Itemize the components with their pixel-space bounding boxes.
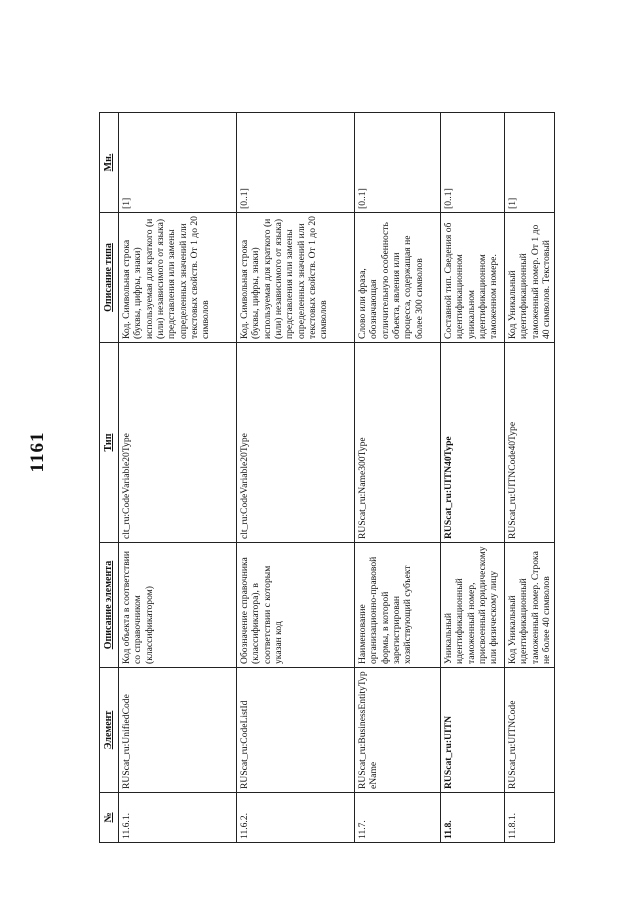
table-row: [119, 113, 237, 843]
cell-num: 11.7.: [355, 793, 441, 843]
cell-element: RUScat_ru:UITNCode: [505, 668, 555, 793]
table-row: [237, 113, 355, 843]
cell-multiplicity: [0..1]: [237, 113, 355, 213]
cell-element: RUScat_ru:UITN: [441, 668, 505, 793]
cell-element: RUScat_ru:UnifiedCode: [119, 668, 237, 793]
page-number: 1161: [27, 431, 48, 473]
cell-type-description: Код. Символьная строка (буквы, цифры, знаки) используемая для краткого (и (или) независимого от языка) представления или замены определенных значений или текстовых свойств. От 1 до 20 символов: [237, 213, 355, 343]
header-type: Тип: [100, 343, 119, 543]
cell-multiplicity: [0..1]: [355, 113, 441, 213]
cell-type: clt_ru:CodeVariable20Type: [119, 343, 237, 543]
cell-num: 11.6.2.: [237, 793, 355, 843]
table-row: [355, 113, 441, 843]
specification-table: [99, 112, 555, 843]
header-multiplicity: Мн.: [100, 113, 119, 213]
cell-type-description: Код Уникальный идентификационный таможенный номер. От 1 до 40 символов. Текстовый: [505, 213, 555, 343]
cell-multiplicity: [1]: [119, 113, 237, 213]
cell-type: RUScat_ru:Name300Type: [355, 343, 441, 543]
cell-type: clt_ru:CodeVariable20Type: [237, 343, 355, 543]
cell-num: 11.8.1.: [505, 793, 555, 843]
header-element: Элемент: [100, 668, 119, 793]
header-type-description: Описание типа: [100, 213, 119, 343]
cell-element-description: Уникальный идентификационный таможенный номер, присвоенный юридическому или физическому лицу: [441, 543, 505, 668]
cell-element-description: Обозначение справочника (классификатора), в соответствии с которым указан код: [237, 543, 355, 668]
cell-type-description: Слово или фраза, обозначающая отличительную особенность объекта, явления или процесса, содержащая не более 300 символов: [355, 213, 441, 343]
cell-num: 11.6.1.: [119, 793, 237, 843]
cell-multiplicity: [1]: [505, 113, 555, 213]
table-header-row: [100, 113, 119, 843]
cell-type-description: Код. Символьная строка (буквы, цифры, знаки) используемая для краткого (и (или) независимого от языка) представления или замены определенных значений или текстовых свойств. От 1 до 20 символов: [119, 213, 237, 343]
header-num: №: [100, 793, 119, 843]
cell-element: RUScat_ru:CodeListId: [237, 668, 355, 793]
cell-element-description: Наименование организационно-правовой формы, в которой зарегистрирован хозяйствующий субъект: [355, 543, 441, 668]
cell-multiplicity: [0..1]: [441, 113, 505, 213]
cell-type: RUScat_ru:UITNCode40Type: [505, 343, 555, 543]
rotated-table-container: [99, 113, 552, 843]
cell-element-description: Код объекта в соответствии со справочником (классификатором): [119, 543, 237, 668]
cell-num: 11.8.: [441, 793, 505, 843]
cell-type-description: Составной тип. Сведения об идентификационном уникальном идентификационном таможенном номере.: [441, 213, 505, 343]
table-row: [505, 113, 555, 843]
table-row: [441, 113, 505, 843]
cell-type: RUScat_ru:UITN40Type: [441, 343, 505, 543]
cell-element: RUScat_ru:BusinessEntityTypeName: [355, 668, 441, 793]
cell-element-description: Код Уникальный идентификационный таможенный номер. Строка не более 40 символов: [505, 543, 555, 668]
header-element-description: Описание элемента: [100, 543, 119, 668]
